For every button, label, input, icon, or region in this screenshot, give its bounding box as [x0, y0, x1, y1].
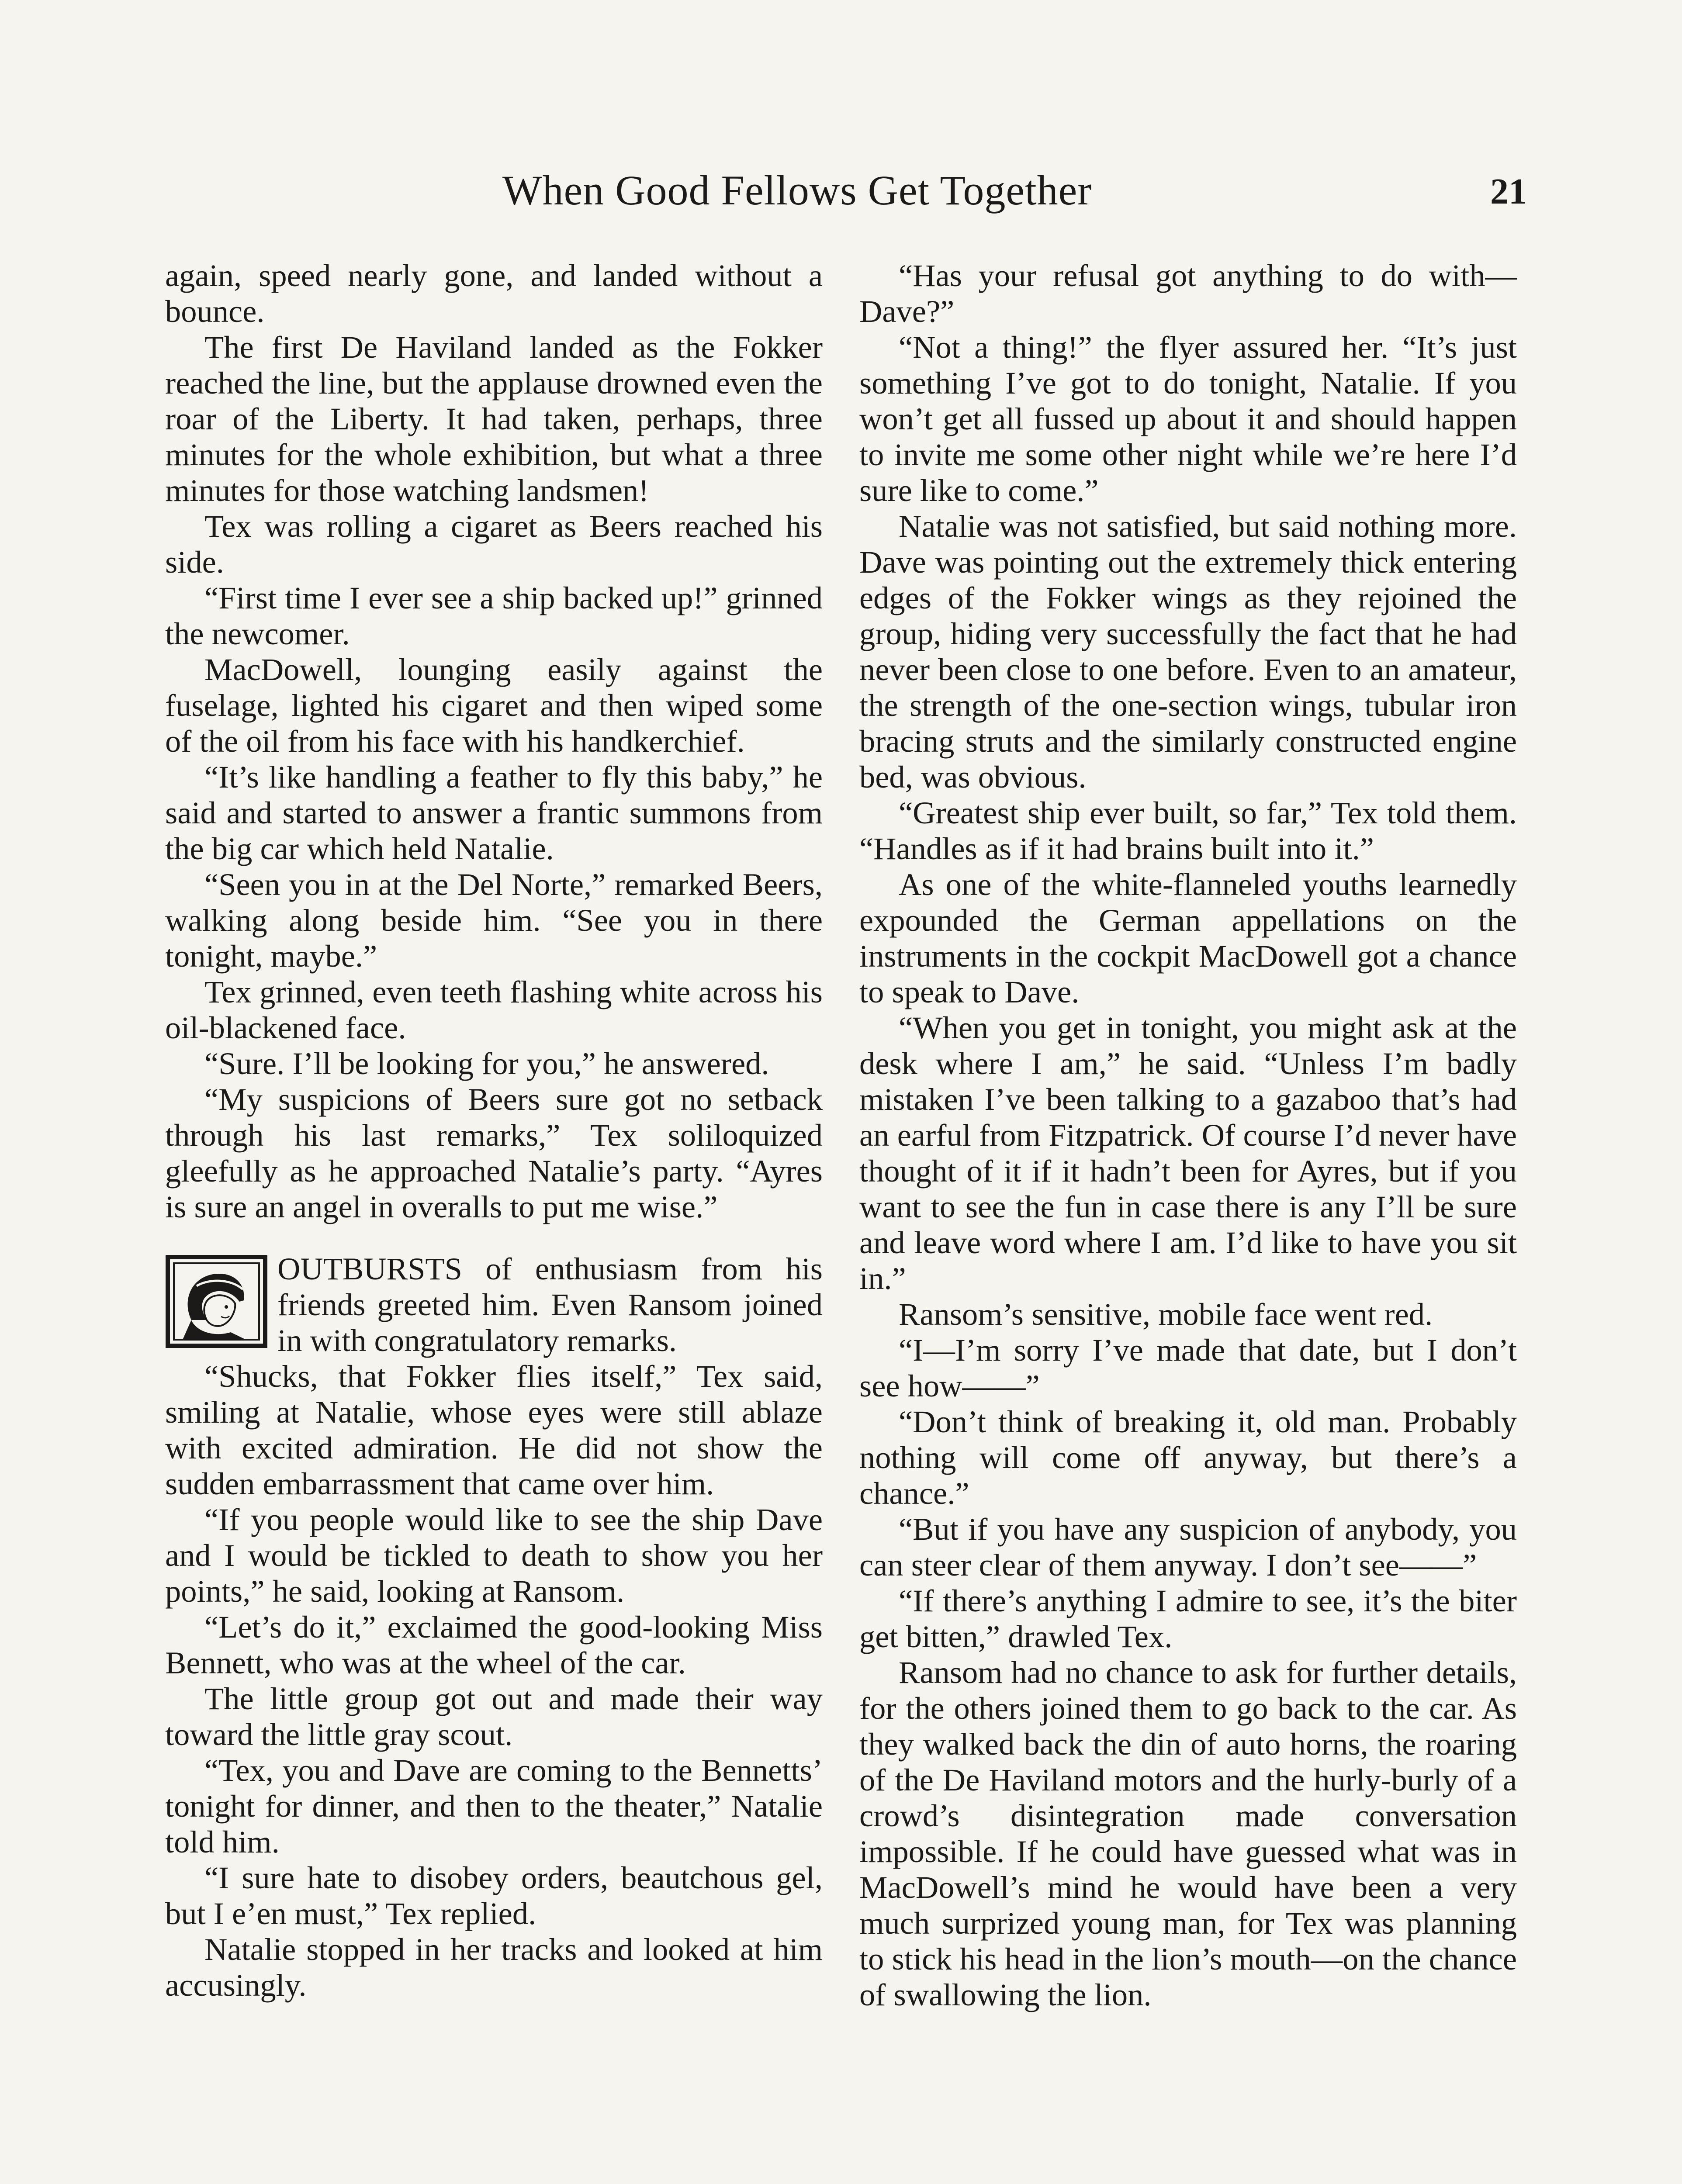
- paragraph: “Tex, you and Dave are coming to the Bennetts’ tonight for dinner, and then to the theater,” Natalie told him.: [165, 1752, 823, 1859]
- paragraph: “My suspicions of Beers sure got no setback through his last remarks,” Tex soliloquized gleefully as he approached Natalie’s party. “Ayres is sure an angel in overalls to put me wise.”: [165, 1082, 823, 1224]
- paragraph: Tex was rolling a cigaret as Beers reached his side.: [165, 508, 823, 580]
- paragraph: As one of the white-flanneled youths learnedly expounded the German appellations on the instruments in the cockpit MacDowell got a chance to speak to Dave.: [859, 867, 1517, 1009]
- paragraph: “Sure. I’ll be looking for you,” he answered.: [204, 1046, 769, 1081]
- dropcap-paragraph-text: OUTBURSTS of enthusiasm from his friends greeted him. Even Ransom joined in with congratulatory remarks.: [277, 1251, 823, 1358]
- paragraph: “First time I ever see a ship backed up!” grinned the newcomer.: [165, 580, 823, 651]
- left-column-paragraphs-continued: [165, 1358, 823, 2003]
- running-title: When Good Fellows Get Together: [502, 167, 1092, 214]
- paragraph: Natalie was not satisfied, but said nothing more. Dave was pointing out the extremely thick entering edges of the Fokker wings as they rejoined the group, hiding very successfully the fact that he had never been close to one before. Even to an amateur, the strength of the one-section wings, tubular iron bracing struts and the similarly constructed engine bed, was obvious.: [859, 508, 1517, 795]
- paragraph: “Not a thing!” the flyer assured her. “It’s just something I’ve got to do tonight, Natalie. If you won’t get all fussed up about it and should happen to invite me some other night while we’re here I’d sure like to come.”: [859, 329, 1517, 508]
- paragraph: Ransom had no chance to ask for further details, for the others joined them to go back to the car. As they walked back the din of auto horns, the roaring of the De Haviland motors and the hurly-burly of a crowd’s disintegration made conversation impossible. If he could have guessed what was in MacDowell’s mind he would have been a very much surprized young man, for Tex was planning to stick his head in the lion’s mouth—on the chance of swallowing the lion.: [859, 1655, 1517, 2012]
- paragraph: “Don’t think of breaking it, old man. Probably nothing will come off anyway, but there’s a chance.”: [859, 1404, 1517, 1511]
- paragraph: “Seen you in at the Del Norte,” remarked Beers, walking along beside him. “See you in there tonight, maybe.”: [165, 867, 823, 974]
- right-column-paragraphs: [859, 258, 1517, 2013]
- paragraph: “Greatest ship ever built, so far,” Tex told them. “Handles as if it had brains built into it.”: [859, 795, 1517, 866]
- paragraph: The little group got out and made their way toward the little gray scout.: [165, 1681, 823, 1752]
- paragraph: “If there’s anything I admire to see, it’s the biter get bitten,” drawled Tex.: [859, 1583, 1517, 1654]
- paragraph: Tex grinned, even teeth flashing white across his oil-blackened face.: [165, 974, 823, 1045]
- paragraph: MacDowell, lounging easily against the fuselage, lighted his cigaret and then wiped some of the oil from his face with his handkerchief.: [165, 652, 823, 759]
- left-column-paragraphs: [165, 258, 823, 1225]
- paragraph: “When you get in tonight, you might ask at the desk where I am,” he said. “Unless I’m badly mistaken I’ve been talking to a gazaboo that’s had an earful from Fitzpatrick. Of course I’d never have thought of it if it hadn’t been for Ayres, but if you want to see the fun in case there is any I’ll be sure and leave word where I am. I’d like to have you sit in.”: [859, 1010, 1517, 1296]
- paragraph: Ransom’s sensitive, mobile face went red.: [899, 1296, 1433, 1332]
- right-column: [859, 258, 1517, 2013]
- paragraph: again, speed nearly gone, and landed without a bounce.: [165, 258, 823, 329]
- paragraph: “I—I’m sorry I’ve made that date, but I don’t see how——”: [859, 1332, 1517, 1403]
- paragraph: The first De Haviland landed as the Fokker reached the line, but the applause drowned even the roar of the Liberty. It had taken, perhaps, three minutes for the whole exhibition, but what a three minutes for those watching landsmen!: [165, 329, 823, 508]
- paragraph: “Shucks, that Fokker flies itself,” Tex said, smiling at Natalie, whose eyes were still ablaze with excited admiration. He did not show the sudden embarrassment that came over him.: [165, 1358, 823, 1501]
- paragraph: “I sure hate to disobey orders, beautchous gel, but I e’en must,” Tex replied.: [165, 1860, 823, 1931]
- page-number: 21: [1490, 171, 1527, 212]
- paragraph: “It’s like handling a feather to fly this baby,” he said and started to answer a frantic summons from the big car which held Natalie.: [165, 759, 823, 866]
- section-break: [165, 1225, 823, 1251]
- woman-portrait-icon: [165, 1254, 268, 1348]
- dropcap-paragraph: [165, 1251, 823, 1358]
- left-column: [165, 258, 823, 2003]
- paragraph: “But if you have any suspicion of anybody, you can steer clear of them anyway. I don’t see——”: [859, 1511, 1517, 1583]
- paragraph: “If you people would like to see the ship Dave and I would be tickled to death to show you her points,” he said, looking at Ransom.: [165, 1502, 823, 1609]
- paragraph: “Has your refusal got anything to do with—Dave?”: [859, 258, 1517, 329]
- paragraph: Natalie stopped in her tracks and looked at him accusingly.: [165, 1932, 823, 2003]
- paragraph: “Let’s do it,” exclaimed the good-looking Miss Bennett, who was at the wheel of the car.: [165, 1609, 823, 1680]
